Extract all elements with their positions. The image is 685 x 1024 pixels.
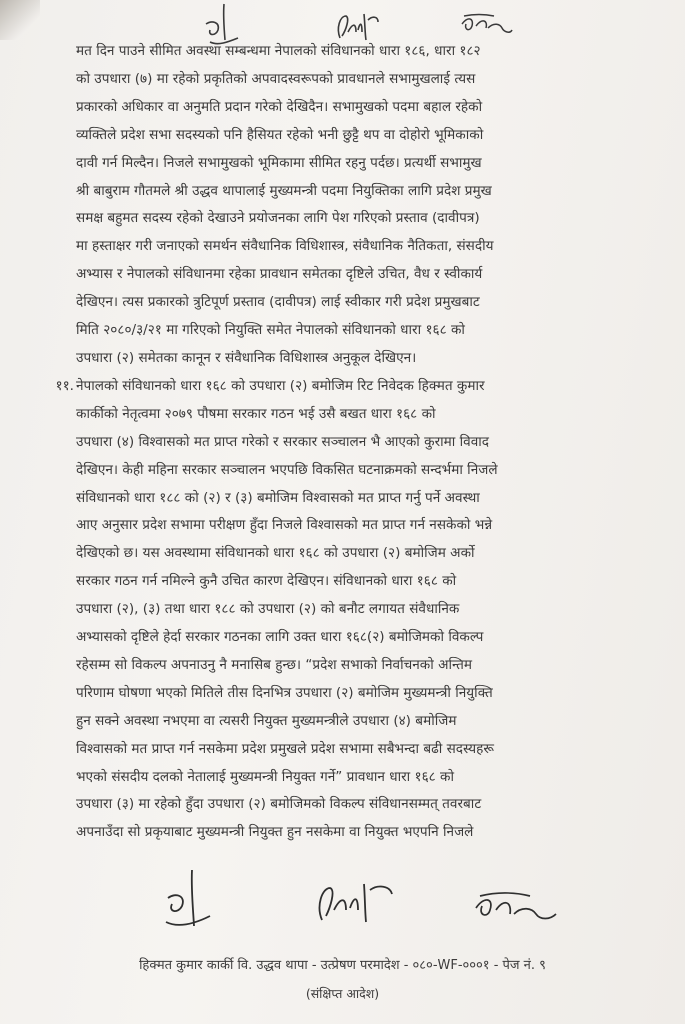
text-line: अभ्यास र नेपालको संविधानमा रहेका प्रावधान समेतका दृष्टिले उचित, वैध र स्वीकार्य (76, 266, 483, 283)
footer-order-type: (संक्षिप्त आदेश) (305, 986, 380, 1001)
text-line: को उपधारा (७) मा रहेको प्रकृतिको अपवादस्वरूपको प्रावधानले सभामुखलाई त्यस (76, 70, 476, 87)
paragraph-intro (76, 38, 656, 373)
text-line: उपधारा (२) समेतका कानून र संवैधानिक विधिशास्त्र अनुकूल देखिएन। (76, 349, 417, 366)
document-body (55, 38, 656, 847)
paragraph-11 (55, 373, 656, 847)
bottom-signature-left (158, 868, 218, 934)
footer-case-line: हिक्मत कुमार कार्की वि. उद्धव थापा - उत्प्रेषण परमादेश - ०८०-WF-०००१ - पेज नं. ९ (139, 958, 546, 973)
text-line: व्यक्तिले प्रदेश सभा सदस्यको पनि हैसियत रहेको भनी छुट्टै थप वा दोहोरो भूमिकाको (76, 126, 484, 143)
text-line: देखिएन। त्यस प्रकारको त्रुटिपूर्ण प्रस्ताव (दावीपत्र) लाई स्वीकार गरी प्रदेश प्रमुखबाट (76, 294, 480, 311)
text-line: नेपालको संविधानको धारा १६८ को उपधारा (२) बमोजिम रिट निवेदक हिक्मत कुमार (76, 377, 485, 394)
text-line: भएको संसदीय दलको नेतालाई मुख्यमन्त्री नियुक्त गर्ने” प्रावधान धारा १६८ को (76, 768, 454, 785)
text-line: मिति २०८०/३/२१ मा गरिएको नियुक्ति समेत नेपालको संविधानको धारा १६८ को (76, 322, 465, 339)
text-line: विश्वासको मत प्राप्त गर्न नसकेमा प्रदेश प्रमुखले प्रदेश सभामा सबैभन्दा बढी सदस्यहरू (76, 740, 494, 757)
bottom-signature-center (312, 878, 398, 928)
text-line: रहेसम्म सो विकल्प अपनाउनु नै मनासिब हुन्छ। “प्रदेश सभाको निर्वाचनको अन्तिम (76, 656, 473, 673)
text-line: संविधानको धारा १८८ को (२) र (३) बमोजिम विश्वासको मत प्राप्त गर्नु पर्ने अवस्था (76, 489, 480, 506)
text-line: उपधारा (३) मा रहेको हुँदा उपधारा (२) बमोजिमको विकल्प संविधानसम्मत् तवरबाट (76, 796, 482, 813)
text-line: सरकार गठन गर्न नमिल्ने कुनै उचित कारण देखिएन। संविधानको धारा १६८ को (76, 573, 457, 590)
text-line: कार्कीको नेतृत्वमा २०७९ पौषमा सरकार गठन भई उसै बखत धारा १६८ को (76, 405, 436, 422)
text-line: मत दिन पाउने सीमित अवस्था सम्बन्धमा नेपालको संविधानको धारा १८६, धारा १८२ (76, 43, 481, 59)
text-line: देखिएको छ। यस अवस्थामा संविधानको धारा १६८ को उपधारा (२) बमोजिम अर्को (76, 545, 475, 562)
text-line: आए अनुसार प्रदेश सभामा परीक्षण हुँदा निजले विश्वासको मत प्राप्त गर्न नसकेको भन्ने (76, 517, 493, 534)
text-line: उपधारा (४) विश्वासको मत प्राप्त गरेको र सरकार सञ्चालन भै आएको कुरामा विवाद (76, 433, 490, 450)
text-line: श्री बाबुराम गौतमले श्री उद्धव थापालाई मुख्यमन्त्री पदमा नियुक्तिका लागि प्रदेश प्रमुख (76, 182, 492, 199)
bottom-signature-right (470, 888, 560, 932)
text-line: देखिएन। केही महिना सरकार सञ्चालन भएपछि विकसित घटनाक्रमको सन्दर्भमा निजले (76, 461, 498, 478)
text-line: अपनाउँदा सो प्रकृयाबाट मुख्यमन्त्री नियुक्त हुन नसकेमा वा नियुक्त भएपनि निजले (76, 824, 474, 841)
text-line: मा हस्ताक्षर गरी जनाएको समर्थन संवैधानिक विधिशास्त्र, संवैधानिक नैतिकता, संसदीय (76, 238, 494, 255)
text-line: हुन सक्ने अवस्था नभएमा वा त्यसरी नियुक्त मुख्यमन्त्रीले उपधारा (४) बमोजिम (76, 712, 457, 729)
text-line: समक्ष बहुमत सदस्य रहेको देखाउने प्रयोजनका लागि पेश गरिएको प्रस्ताव (दावीपत्र) (76, 210, 480, 227)
page-corner-shadow (0, 0, 40, 40)
text-line: परिणाम घोषणा भएको मितिले तीस दिनभित्र उपधारा (२) बमोजिम मुख्यमन्त्री नियुक्ति (76, 684, 493, 701)
text-line: अभ्यासको दृष्टिले हेर्दा सरकार गठनका लागि उक्त धारा १६८(२) बमोजिमको विकल्प (76, 629, 484, 646)
paragraph-number: ११. (55, 377, 74, 394)
text-line: दावी गर्न मिल्दैन। निजले सभामुखको भूमिकामा सीमित रहनु पर्दछ। प्रत्यर्थी सभामुख (76, 154, 482, 171)
text-line: उपधारा (२), (३) तथा धारा १८८ को उपधारा (२) को बनौट लगायत संवैधानिक (76, 601, 460, 618)
text-line: प्रकारको अधिकार वा अनुमति प्रदान गरेको देखिदैन। सभामुखको पदमा बहाल रहेको (76, 98, 483, 115)
